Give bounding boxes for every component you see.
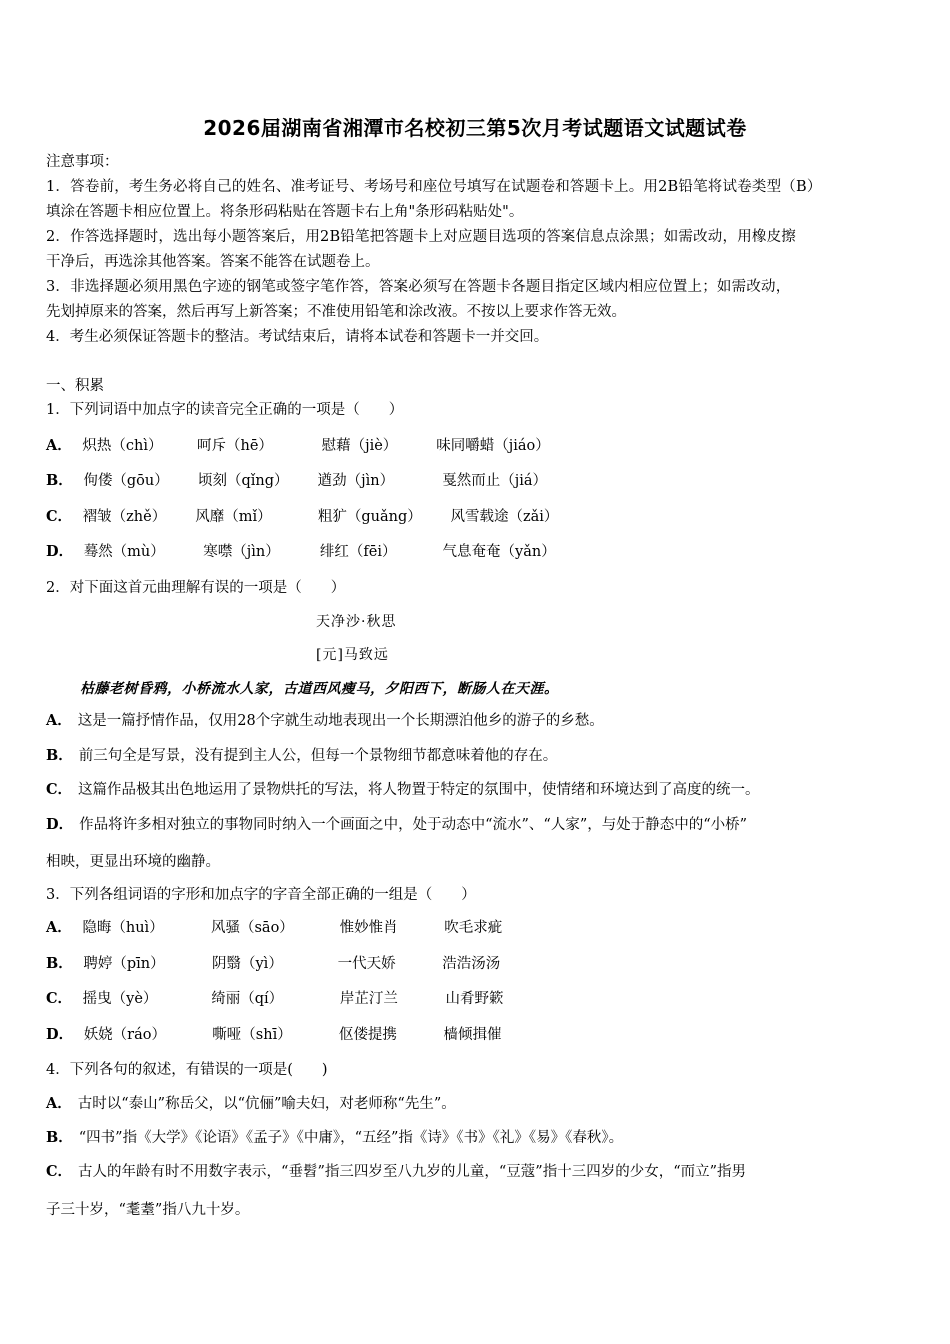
q4-option-a [46,1094,456,1114]
option-item: 粗犷（guǎng） [317,509,422,525]
option-item: 呵斥（hē） [196,438,273,454]
option-item: 阴翳（yì） [211,956,283,972]
option-item: 樯倾揖催 [443,1027,502,1043]
option-item: 一代天娇 [337,956,396,972]
q2-option-d-continued: 相映，更显出环境的幽静。 [46,854,220,870]
option-label: C． [46,1163,73,1180]
option-item: 顷刻（qǐng） [197,473,289,489]
option-item: 绮丽（qí） [211,991,284,1007]
option-label: A． [46,1095,72,1112]
option-item: 绯红（fēi） [319,544,397,560]
option-text: 这是一篇抒情作品，仅用28个字就生动地表现出一个长期漂泊他乡的游子的乡愁。 [77,713,604,729]
option-item: 岸芷汀兰 [339,991,398,1007]
q4-option-c-continued: 子三十岁，“耄耋”指八九十岁。 [46,1202,250,1218]
note-line: 先划掉原来的答案，然后再写上新答案；不准使用铅笔和涂改液。不按以上要求作答无效。 [46,304,626,320]
option-item: 寒噤（jìn） [203,544,280,560]
poem-author: [元]马致远 [316,647,389,663]
option-item: 聘婷（pīn） [83,956,165,972]
section-heading: 一、积累 [46,378,104,394]
option-label: C． [46,990,73,1007]
option-label: D． [46,1026,74,1043]
option-label: B． [46,472,73,489]
option-item: 妖娆（ráo） [83,1027,166,1043]
poem-title: 天净沙·秋思 [316,614,397,630]
q4-option-b [46,1128,623,1148]
q2-option-c [46,780,760,800]
option-item: 浩浩汤汤 [442,956,501,972]
option-item: 味同嚼蜡（jiáo） [436,438,550,454]
note-line: 干净后，再选涂其他答案。答案不能答在试题卷上。 [46,254,380,270]
option-label: C． [46,781,73,798]
option-label: C． [46,508,73,525]
option-item: 戛然而止（jiá） [442,473,547,489]
q1-option-d [46,542,556,562]
option-text: 作品将许多相对独立的事物同时纳入一个画面之中，处于动态中“流水”、“人家”，与处于静态中的“小桥” [79,817,748,833]
option-item: 炽热（chì） [82,438,163,454]
option-item: 风靡（mǐ） [195,509,272,525]
option-label: A． [46,437,72,454]
option-item: 吹毛求疵 [444,920,503,936]
question-2-stem: 2．对下面这首元曲理解有误的一项是（ ） [46,580,346,596]
option-text: “四书”指《大学》《论语》《孟子》《中庸》，“五经”指《诗》《书》《礼》《易》《春秋》。 [78,1130,624,1146]
option-item: 风骚（sāo） [210,920,294,936]
q1-option-c [46,507,558,527]
note-line: 3．非选择题必须用黑色字迹的钢笔或签字笔作答，答案必须写在答题卡各题目指定区域内相应位置上；如需改动， [46,279,791,295]
option-item: 佝偻（gōu） [83,473,169,489]
q2-option-d [46,815,747,835]
option-item: 蓦然（mù） [83,544,165,560]
q1-option-a [46,436,550,456]
option-item: 慰藉（jiè） [321,438,398,454]
note-line: 1．答卷前，考生务必将自己的姓名、准考证号、考场号和座位号填写在试题卷和答题卡上。用2B铅笔将试卷类型（B） [46,179,822,195]
option-label: B． [46,747,73,764]
question-4-stem: 4．下列各句的叙述，有错误的一项是( ) [46,1062,328,1078]
option-label: D． [46,543,74,560]
option-item: 风雪载途（zǎi） [450,509,559,525]
question-3-stem: 3．下列各组词语的字形和加点字的字音全部正确的一组是（ ） [46,887,476,903]
notes-heading: 注意事项： [46,154,119,170]
option-label: A． [46,712,72,729]
option-label: D． [46,816,74,833]
q2-option-b [46,746,557,766]
q3-option-b [46,954,500,974]
option-text: 前三句全是写景，没有提到主人公，但每一个景物细节都意味着他的存在。 [78,748,558,764]
note-line: 填涂在答题卡相应位置上。将条形码粘贴在答题卡右上角"条形码粘贴处"。 [46,204,524,220]
option-item: 摇曳（yè） [82,991,158,1007]
option-text: 这篇作品极其出色地运用了景物烘托的写法，将人物置于特定的氛围中，使情绪和环境达到了高度的统一。 [78,782,760,798]
option-label: A． [46,919,72,936]
option-item: 气息奄奄（yǎn） [442,544,556,560]
page-title: 2026届湖南省湘潭市名校初三第5次月考试题语文试题试卷 [203,116,747,140]
option-item: 山肴野簌 [445,991,504,1007]
option-item: 褶皱（zhě） [82,509,167,525]
option-text: 古时以“泰山”称岳父，以“伉俪”喻夫妇，对老师称“先生”。 [77,1096,456,1112]
option-text: 古人的年龄有时不用数字表示，“垂髫”指三四岁至八九岁的儿童，“豆蔻”指十三四岁的少女，“而立”指男 [78,1164,747,1180]
q4-option-c [46,1162,746,1182]
option-item: 伛偻提携 [338,1027,397,1043]
q3-option-a [46,918,502,938]
note-line: 2．作答选择题时，选出每小题答案后，用2B铅笔把答题卡上对应题目选项的答案信息点涂黑；如需改动，用橡皮擦 [46,229,797,245]
q1-option-b [46,471,547,491]
q3-option-c [46,989,503,1009]
option-label: B． [46,1129,73,1146]
option-label: B． [46,955,73,972]
option-item: 遒劲（jìn） [317,473,395,489]
option-item: 隐晦（huì） [82,920,164,936]
option-item: 惟妙惟肖 [339,920,398,936]
option-item: 嘶哑（shī） [212,1027,292,1043]
poem-body: 枯藤老树昏鸦，小桥流水人家，古道西风瘦马，夕阳西下，断肠人在天涯。 [80,681,559,697]
question-1-stem: 1．下列词语中加点字的读音完全正确的一项是（ ） [46,402,404,418]
note-line: 4．考生必须保证答题卡的整洁。考试结束后，请将本试卷和答题卡一并交回。 [46,329,549,345]
q3-option-d [46,1025,502,1045]
q2-option-a [46,711,604,731]
